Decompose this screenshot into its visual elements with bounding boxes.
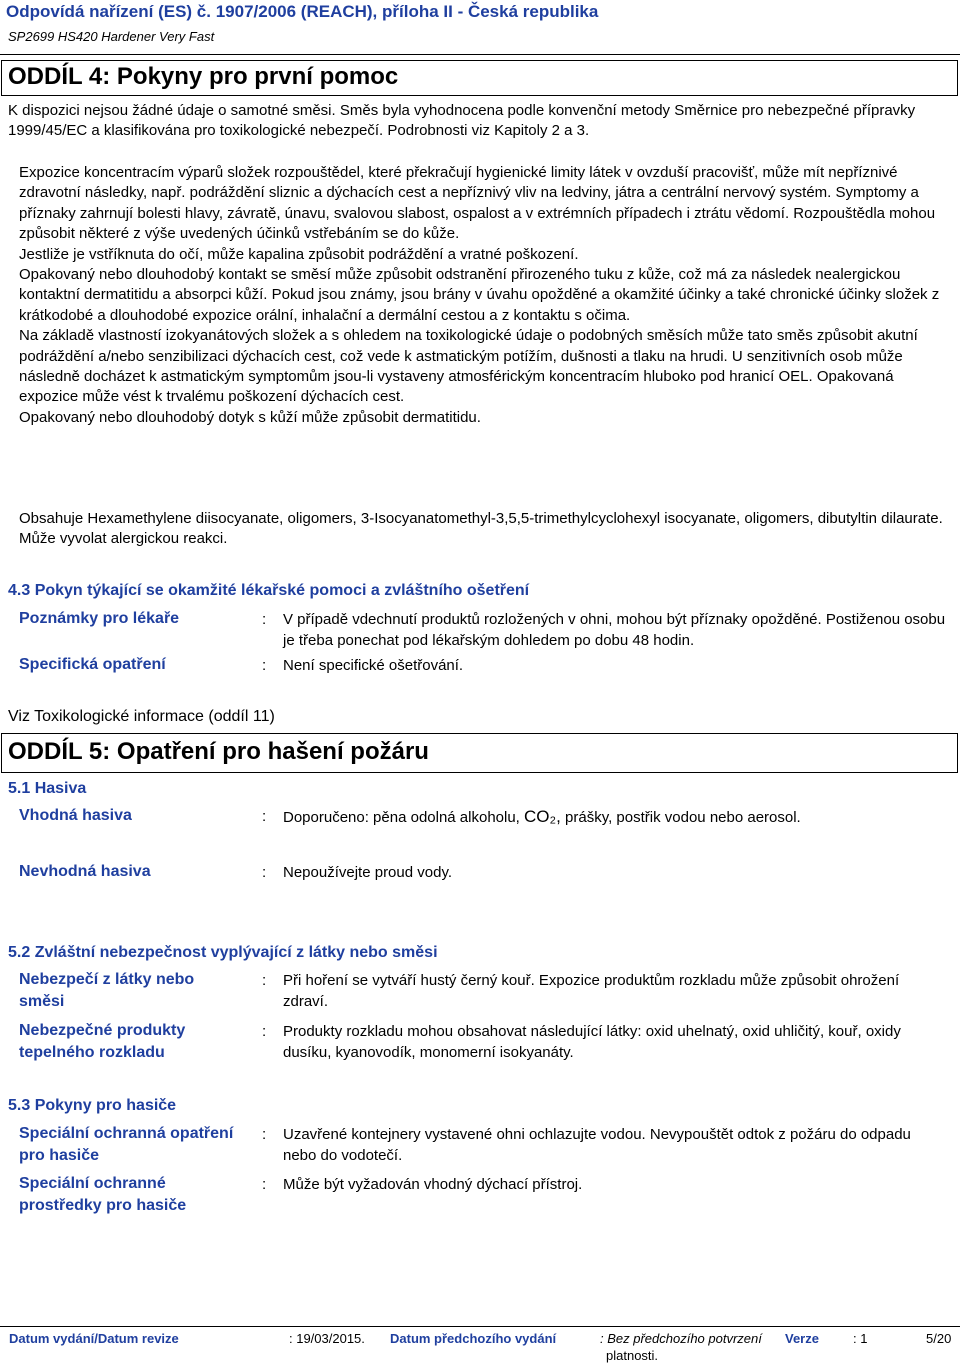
dermatitis-paragraph: Opakovaný nebo dlouhodobý dotyk s kůží může způsobit dermatitidu. [19, 408, 481, 426]
unsuitable-media-label: Nevhodná hasiva [19, 863, 151, 880]
co2-text: CO₂, [524, 807, 561, 826]
section-5-title: ODDÍL 5: Opatření pro hašení požáru [8, 738, 429, 765]
issue-date-label: Datum vydání/Datum revize [9, 1331, 179, 1346]
isocyanate-paragraph: Na základě vlastností izokyanátových složek a s ohledem na toxikologické údaje o podobných směsích může tato směs způsobit akutní podráždění a/nebo senzibilizaci dýchacích cest, což vede k astmatickým potížím, dušnosti a tlaku na hrudi. U senzitivních osob může následně docházet k astmatickým symptomům jsou-li vystaveny atmosférickým koncentracím hluboko pod hranicí OEL. Opakovaná expozice může vést k trvalému poškození dýchacích cest. [19, 327, 918, 406]
suitable-media-text: Doporučeno: pěna odolná alkoholu, [283, 809, 520, 826]
issue-date-value: : 19/03/2015. [289, 1331, 365, 1346]
colon: : [262, 1126, 267, 1143]
sensitizer-paragraph: Obsahuje Hexamethylene diisocyanate, oligomers, 3-Isocyanatomethyl-3,5,5-trimethylcyclohexyl isocyanate, oligomers, dibutyltin dilaurate. Může vyvolat alergickou reakci. [19, 510, 943, 548]
previous-issue-value-cont: platnosti. [606, 1348, 659, 1363]
version-label: Verze [785, 1331, 819, 1346]
section-4-intro: K dispozici nejsou žádné údaje o samotné směsi. Směs byla vyhodnocena podle konvenční metody Směrnice pro nebezpečné přípravky 1999/45/EC a klasifikována pro toxikologické nebezpečí. Podrobnosti viz Kapitoly 2 a 3. [8, 102, 916, 140]
specific-hazards-label: Nebezpečí z látky nebo směsi [19, 971, 195, 1010]
footer-divider [0, 1326, 960, 1327]
special-equipment-label: Speciální ochranné prostředky pro hasiče [19, 1175, 187, 1214]
subsection-5-3-title: 5.3 Pokyny pro hasiče [8, 1097, 177, 1114]
toxicology-reference: Viz Toxikologické informace (oddíl 11) [8, 708, 275, 725]
specific-hazards-value: Při hoření se vytváří hustý černý kouř. Expozice produktům rozkladu může způsobit ohrožení zdraví. [283, 972, 900, 1010]
special-equipment-value: Může být vyžadován vhodný dýchací přístroj. [283, 1176, 583, 1193]
specific-treatments-label: Specifická opatření [19, 656, 166, 673]
skin-paragraph: Opakovaný nebo dlouhodobý kontakt se směsí může způsobit odstranění přirozeného tuku z kůže, což má za následek nealergickou kontaktní dermatitidu a absorpci kůží. Pokud jsou známy, jsou brány v úvahu opožděné a okamžité účinky a také chronické účinky složek z krátkodobé a dlouhodobé expozice orální, inhalační a dermální cestou a z kontaktu s očima. [19, 266, 940, 324]
suitable-media-text-end: prášky, postřik vodou nebo aerosol. [565, 809, 801, 826]
notes-to-physician-label: Poznámky pro lékaře [19, 610, 180, 627]
decomposition-products-label: Nebezpečné produkty tepelného rozkladu [19, 1022, 186, 1061]
colon: : [262, 657, 267, 674]
section-4-title: ODDÍL 4: Pokyny pro první pomoc [8, 63, 399, 90]
special-measures-value: Uzavřené kontejnery vystavené ohni ochlazujte vodou. Nevypouštět odtok z požáru do odpadu nebo do vodotečí. [283, 1126, 911, 1164]
eye-paragraph: Jestliže je vstříknuta do očí, může kapalina způsobit podráždění a vratné poškození. [19, 245, 579, 263]
colon: : [262, 808, 267, 825]
specific-treatments-value: Není specifické ošetřování. [283, 657, 464, 674]
subsection-4-3-title: 4.3 Pokyn týkající se okamžité lékařské pomoci a zvláštního ošetření [8, 582, 530, 599]
decomposition-products-value: Produkty rozkladu mohou obsahovat následující látky: oxid uhelnatý, oxid uhličitý, kouř, oxidy dusíku, kyanovodík, monomerní isokyanáty. [283, 1023, 901, 1061]
version-value: : 1 [853, 1331, 868, 1346]
unsuitable-media-value: Nepoužívejte proud vody. [283, 864, 452, 881]
regulation-header: Odpovídá nařízení (ES) č. 1907/2006 (REACH), příloha II - Česká republika [6, 2, 599, 21]
colon: : [262, 972, 267, 989]
subsection-5-2-title: 5.2 Zvláštní nebezpečnost vyplývající z látky nebo směsi [8, 944, 438, 961]
symptoms-block [19, 163, 949, 428]
colon: : [262, 864, 267, 881]
suitable-media-label: Vhodná hasiva [19, 807, 132, 824]
product-name: SP2699 HS420 Hardener Very Fast [8, 29, 215, 44]
colon: : [262, 1176, 267, 1193]
header-divider [0, 54, 960, 55]
colon: : [262, 1023, 267, 1040]
previous-issue-value: : Bez předchozího potvrzení [600, 1331, 762, 1346]
page-number: 5/20 [926, 1331, 952, 1346]
special-measures-label: Speciální ochranná opatření pro hasiče [19, 1125, 234, 1164]
colon: : [262, 611, 267, 628]
previous-issue-label: Datum předchozího vydání [390, 1331, 557, 1346]
subsection-5-1-title: 5.1 Hasiva [8, 780, 87, 797]
notes-to-physician-value: V případě vdechnutí produktů rozložených v ohni, mohou být příznaky opožděné. Postiženou osobu je třeba ponechat pod lékařským dohledem po dobu 48 hodin. [283, 611, 946, 649]
inhalation-paragraph: Expozice koncentracím výparů složek rozpouštědel, které překračují hygienické limity látek v ovzduší pracovišť, může mít nepříznivé zdravotní následky, např. podráždění sliznic a dýchacích cest a nepříznivý vliv na ledviny, játra a centrální nervový systém. Symptomy a příznaky zahrnují bolesti hlavy, závratě, únavu, svalovou slabost, ospalost a v extrémních případech i ztrátu vědomí. Rozpouštědla mohou způsobit některé z výše uvedených účinků vstřebáním se do kůže. [19, 164, 936, 243]
suitable-media-value [283, 806, 948, 828]
